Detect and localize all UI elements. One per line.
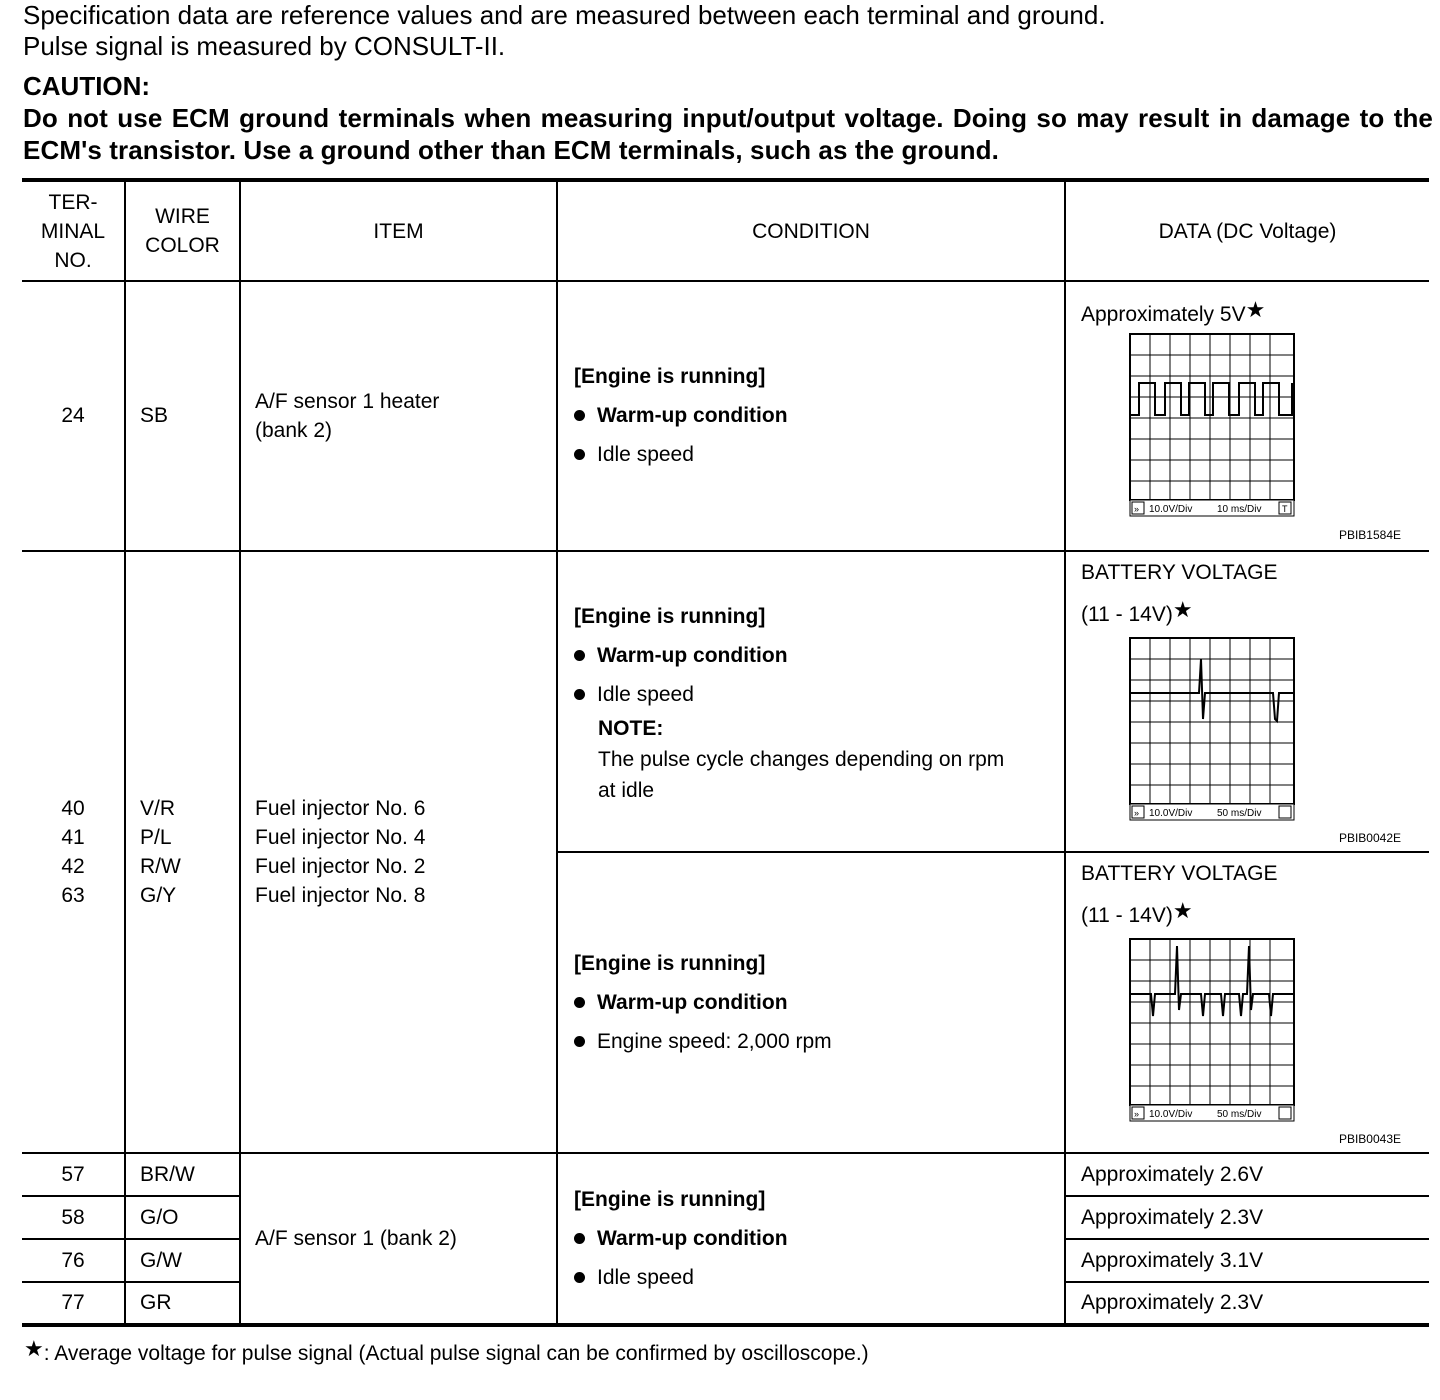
condition-cell [557, 281, 1065, 551]
header-terminal-no [22, 180, 125, 281]
header-terminal-line1: TER- [48, 190, 98, 214]
wire-color: GR [125, 1282, 240, 1325]
condition-bullet-text: Warm-up condition [597, 1226, 788, 1250]
note-line1: The pulse cycle changes depending on rpm [598, 747, 1005, 771]
data-value: Approximately 2.3V [1065, 1282, 1429, 1325]
star-icon: ★ [24, 1336, 44, 1361]
item-text: Fuel injector No. 6 [255, 797, 426, 820]
header-item: ITEM [240, 180, 557, 281]
wire-color: G/W [125, 1239, 240, 1282]
table-row-24 [22, 281, 1429, 551]
wire-color: V/R [140, 797, 176, 820]
condition-heading: [Engine is running] [574, 951, 766, 975]
terminal-no: 58 [22, 1196, 125, 1239]
scope-time-div: 10 ms/Div [1217, 504, 1262, 515]
data-value-text: Approximately 5V [1081, 303, 1246, 326]
wire-color: SB [125, 281, 240, 551]
scope-trigger-label: T [1282, 504, 1288, 514]
svg-text:»: » [1134, 808, 1140, 818]
terminal-no: 77 [22, 1282, 125, 1325]
figure-id: PBIB0042E [1338, 831, 1401, 845]
caution-text: Do not use ECM ground terminals when measuring input/output voltage. Doing so may result in damage to the ECM's transistor. Use a ground other than ECM terminals, such as the ground. [23, 103, 1433, 165]
table-row-injectors-idle [22, 551, 1429, 852]
condition-bullet [574, 435, 1064, 474]
bullet-dot-icon [574, 650, 585, 661]
data-line2 [1081, 892, 1429, 934]
condition-bullet-text: Warm-up condition [597, 404, 788, 427]
terminal-no: 24 [22, 281, 125, 551]
data-value: Approximately 2.3V [1065, 1196, 1429, 1239]
note-title: NOTE: [598, 716, 664, 740]
header-data: DATA (DC Voltage) [1065, 180, 1429, 281]
condition-bullet-text: Idle speed [597, 682, 694, 706]
table-header-row [22, 180, 1429, 281]
terminal-no: 41 [61, 826, 85, 849]
data-cell [1065, 852, 1429, 1153]
condition-heading: [Engine is running] [574, 604, 766, 628]
item-cell [240, 281, 557, 551]
data-line1: BATTERY VOLTAGE [1081, 862, 1278, 885]
note-line2: at idle [598, 778, 655, 802]
oscilloscope-waveform-image [1129, 938, 1295, 1122]
data-line2-text: (11 - 14V) [1081, 904, 1173, 927]
header-terminal-line2: MINAL [40, 219, 106, 243]
figure-id: PBIB0043E [1338, 1132, 1401, 1146]
terminal-no: 42 [61, 855, 85, 878]
bullet-dot-icon [574, 1036, 585, 1047]
condition-bullet-text: Engine speed: 2,000 rpm [597, 1029, 832, 1053]
wire-color: G/Y [140, 884, 177, 907]
bullet-dot-icon [574, 449, 585, 460]
condition-heading: [Engine is running] [574, 365, 766, 388]
bullet-dot-icon [574, 1233, 585, 1244]
intro-line-1: Specification data are reference values and are measured between each terminal and ground. [23, 0, 1106, 30]
header-condition: CONDITION [557, 180, 1065, 281]
intro-section [23, 0, 1433, 166]
svg-text:»: » [1134, 504, 1140, 514]
condition-bullet-text: Idle speed [597, 1265, 694, 1289]
bullet-dot-icon [574, 410, 585, 421]
condition-bullet [574, 1022, 1064, 1061]
bullet-dot-icon [574, 1272, 585, 1283]
wire-color-group [125, 551, 240, 1153]
header-wire-line1: WIRE [155, 205, 210, 228]
condition-bullet [574, 636, 1064, 675]
star-icon: ★ [1245, 297, 1266, 322]
data-cell [1065, 281, 1429, 551]
star-icon: ★ [1172, 597, 1193, 622]
terminal-no: 76 [22, 1239, 125, 1282]
header-wire-line2: COLOR [145, 234, 220, 257]
data-line1: BATTERY VOLTAGE [1081, 561, 1278, 584]
wire-color: G/O [125, 1196, 240, 1239]
scope-volt-div: 10.0V/Div [1149, 808, 1193, 819]
intro-line-2: Pulse signal is measured by CONSULT-II. [23, 31, 506, 61]
wire-color: R/W [140, 855, 181, 878]
item-cell: A/F sensor 1 (bank 2) [240, 1153, 557, 1325]
oscilloscope-waveform-image [1129, 637, 1295, 821]
scope-time-div: 50 ms/Div [1217, 1109, 1262, 1120]
oscilloscope-waveform-image [1129, 333, 1295, 517]
condition-bullet [574, 983, 1064, 1022]
terminal-no: 57 [22, 1153, 125, 1196]
scope-volt-div: 10.0V/Div [1149, 1109, 1193, 1120]
wire-color: BR/W [125, 1153, 240, 1196]
scope-volt-div: 10.0V/Div [1149, 504, 1193, 515]
data-value [1081, 291, 1429, 333]
header-terminal-line3: NO. [54, 248, 92, 272]
item-group [240, 551, 557, 1153]
condition-bullet-text: Warm-up condition [597, 643, 788, 667]
terminal-no: 63 [61, 884, 85, 907]
star-icon: ★ [1172, 898, 1193, 923]
data-value: Approximately 3.1V [1065, 1239, 1429, 1282]
data-line2-text: (11 - 14V) [1081, 603, 1173, 626]
condition-heading: [Engine is running] [574, 1187, 766, 1211]
caution-title: CAUTION: [23, 71, 151, 101]
footnote-text: : Average voltage for pulse signal (Actual pulse signal can be confirmed by oscilloscope.) [43, 1342, 869, 1365]
table-row-57 [22, 1153, 1429, 1196]
condition-bullet [574, 1258, 1064, 1297]
header-wire-color [125, 180, 240, 281]
condition-bullet [574, 1219, 1064, 1258]
condition-bullet-text: Warm-up condition [597, 990, 788, 1014]
wire-color: P/L [140, 826, 172, 849]
item-line2: (bank 2) [255, 419, 333, 442]
item-text: Fuel injector No. 4 [255, 826, 426, 849]
item-text: Fuel injector No. 2 [255, 855, 426, 878]
condition-bullet [574, 396, 1064, 435]
condition-bullet-text: Idle speed [597, 443, 694, 466]
condition-cell [557, 551, 1065, 852]
bullet-dot-icon [574, 689, 585, 700]
condition-cell [557, 852, 1065, 1153]
ecm-terminal-table [22, 178, 1429, 1327]
item-text: Fuel injector No. 8 [255, 884, 426, 907]
terminal-no: 40 [61, 797, 85, 820]
data-value: Approximately 2.6V [1065, 1153, 1429, 1196]
condition-cell [557, 1153, 1065, 1325]
bullet-dot-icon [574, 997, 585, 1008]
data-line2 [1081, 591, 1429, 633]
item-line1: A/F sensor 1 heater [255, 390, 440, 413]
svg-text:»: » [1134, 1109, 1140, 1119]
figure-id: PBIB1584E [1338, 528, 1401, 542]
footnote [24, 1336, 869, 1366]
scope-time-div: 50 ms/Div [1217, 808, 1262, 819]
data-cell [1065, 551, 1429, 852]
terminal-no-group [22, 551, 125, 1153]
condition-bullet [574, 675, 1064, 714]
